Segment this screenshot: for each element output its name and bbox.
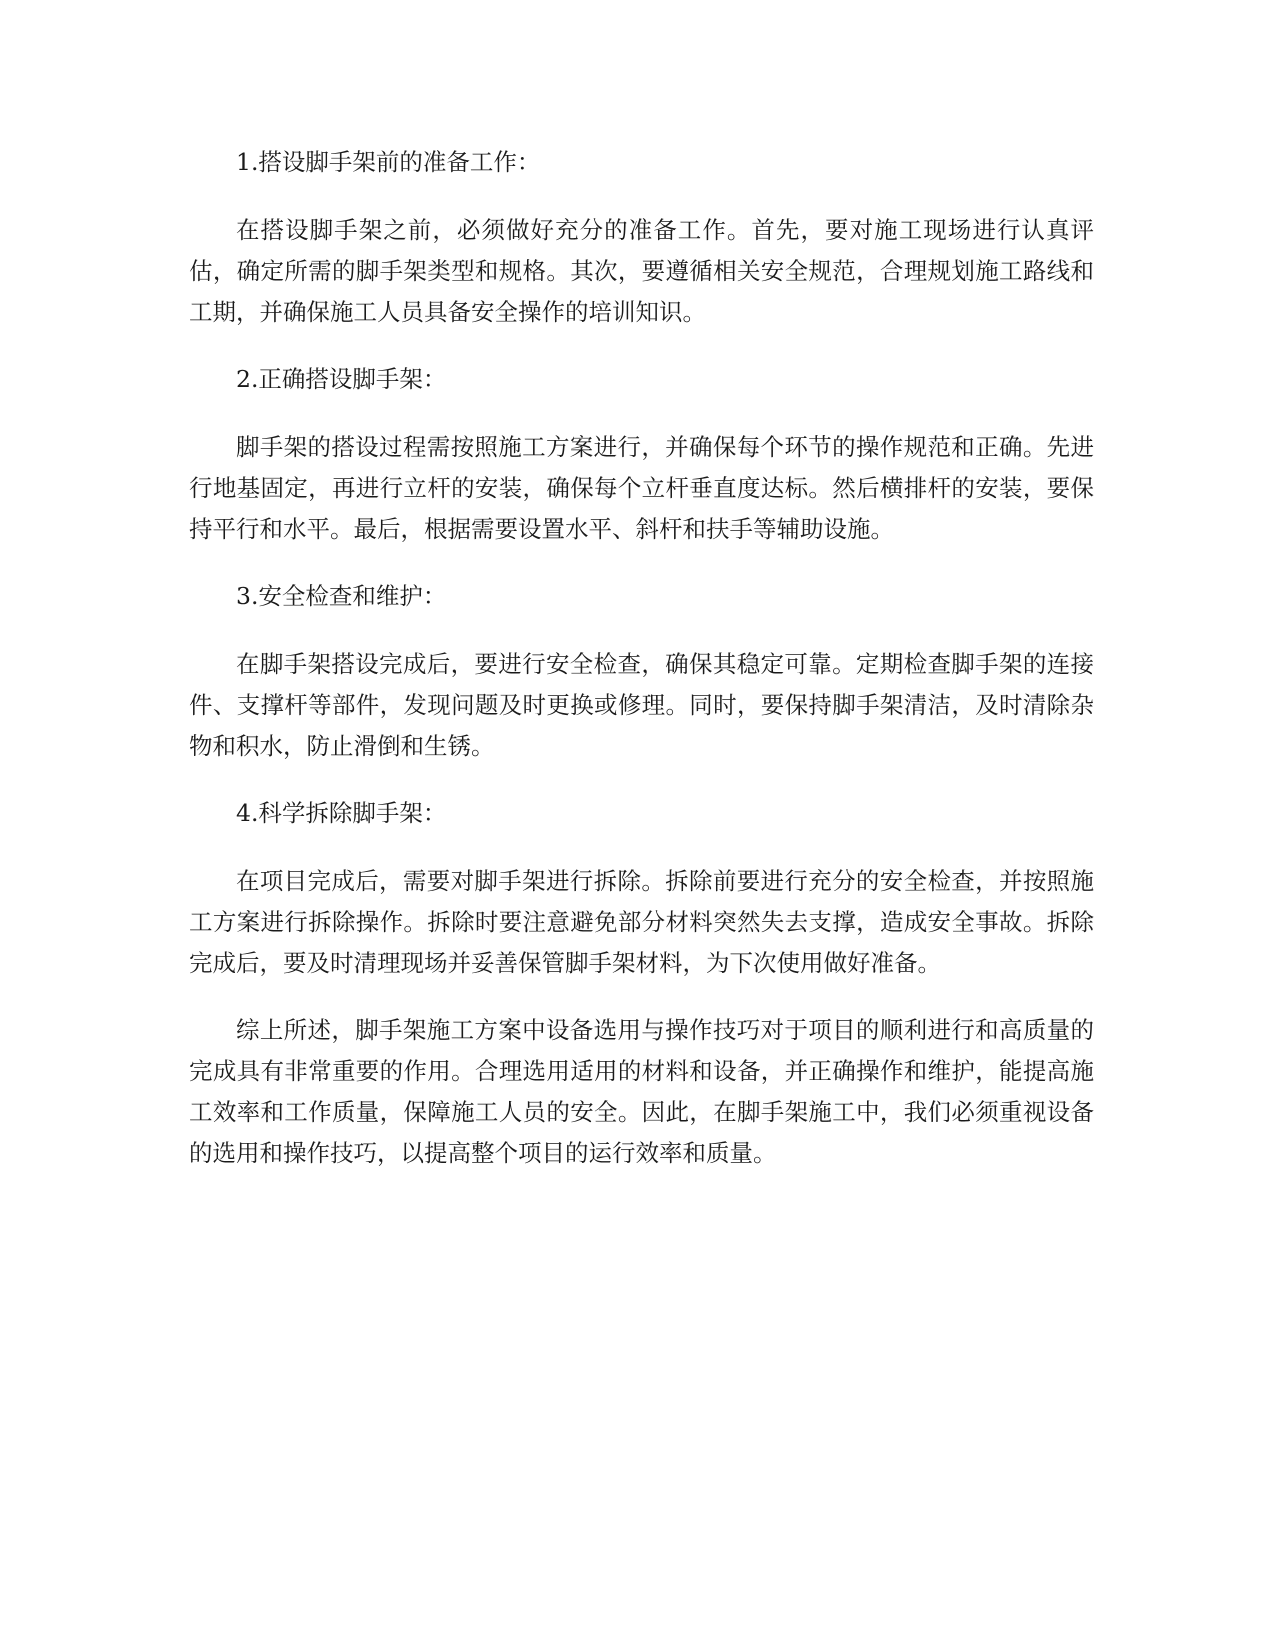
- section-3-paragraph: 在脚手架搭设完成后，要进行安全检查，确保其稳定可靠。定期检查脚手架的连接件、支撑杆等部件，发现问题及时更换或修理。同时，要保持脚手架清洁，及时清除杂物和积水，防止滑倒和生锈。: [189, 650, 1094, 760]
- section-1-heading: 1.搭设脚手架前的准备工作：: [236, 148, 541, 176]
- section-4-heading: 4.科学拆除脚手架：: [236, 799, 447, 827]
- section-3-heading: 3.安全检查和维护：: [236, 582, 447, 610]
- section-4-paragraph: 在项目完成后，需要对脚手架进行拆除。拆除前要进行充分的安全检查，并按照施工方案进行拆除操作。拆除时要注意避免部分材料突然失去支撑，造成安全事故。拆除完成后，要及时清理现场并妥善保管脚手架材料，为下次使用做好准备。: [189, 867, 1094, 977]
- conclusion-paragraph: 综上所述，脚手架施工方案中设备选用与操作技巧对于项目的顺利进行和高质量的完成具有非常重要的作用。合理选用适用的材料和设备，并正确操作和维护，能提高施工效率和工作质量，保障施工人员的安全。因此，在脚手架施工中，我们必须重视设备的选用和操作技巧，以提高整个项目的运行效率和质量。: [189, 1016, 1094, 1167]
- section-2-paragraph: 脚手架的搭设过程需按照施工方案进行，并确保每个环节的操作规范和正确。先进行地基固定，再进行立杆的安装，确保每个立杆垂直度达标。然后横排杆的安装，要保持平行和水平。最后，根据需要设置水平、斜杆和扶手等辅助设施。: [189, 433, 1094, 543]
- section-2-heading: 2.正确搭设脚手架：: [236, 365, 447, 393]
- document-body: [189, 142, 1094, 1200]
- section-1-paragraph: 在搭设脚手架之前，必须做好充分的准备工作。首先，要对施工现场进行认真评估，确定所需的脚手架类型和规格。其次，要遵循相关安全规范，合理规划施工路线和工期，并确保施工人员具备安全操作的培训知识。: [189, 216, 1094, 326]
